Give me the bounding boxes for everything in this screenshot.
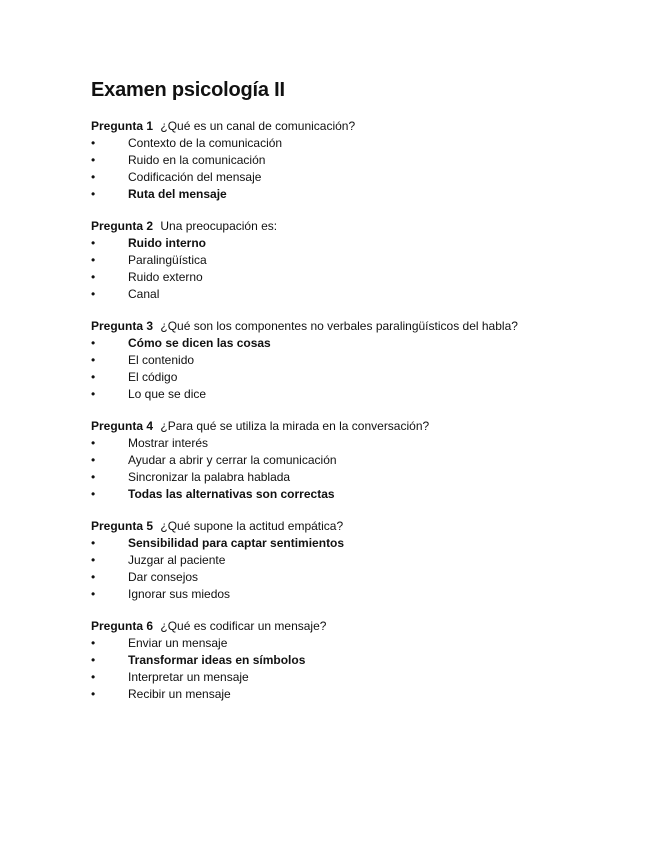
- bullet-icon: •: [91, 553, 96, 567]
- document-page: [91, 76, 631, 718]
- option-list: [91, 435, 631, 503]
- bullet-icon: •: [91, 236, 96, 250]
- option-text: Cómo se dicen las cosas: [128, 336, 271, 350]
- question-text: ¿Qué supone la actitud empática?: [160, 519, 344, 533]
- question-header: [91, 618, 631, 635]
- bullet-icon: •: [91, 687, 96, 701]
- option-text: Contexto de la comunicación: [128, 136, 283, 150]
- option-text: Dar consejos: [128, 570, 199, 584]
- option-text: Sincronizar la palabra hablada: [128, 470, 291, 484]
- option-item: [91, 469, 631, 486]
- option-list: [91, 535, 631, 603]
- question-header: [91, 118, 631, 135]
- option-text: Ruido en la comunicación: [128, 153, 266, 167]
- question-text: ¿Qué son los componentes no verbales paralingüísticos del habla?: [160, 319, 518, 333]
- question-label: Pregunta 3: [91, 319, 154, 333]
- question-label: Pregunta 1: [91, 119, 154, 133]
- question-3: [91, 318, 631, 403]
- question-header: [91, 218, 631, 235]
- option-text: Todas las alternativas son correctas: [128, 487, 335, 501]
- bullet-icon: •: [91, 253, 96, 267]
- bullet-icon: •: [91, 436, 96, 450]
- option-list: [91, 335, 631, 403]
- bullet-icon: •: [91, 353, 96, 367]
- option-text: Interpretar un mensaje: [128, 670, 249, 684]
- question-text: ¿Qué es codificar un mensaje?: [160, 619, 327, 633]
- bullet-icon: •: [91, 336, 96, 350]
- question-2: [91, 218, 631, 303]
- question-header: [91, 418, 631, 435]
- option-item-correct: [91, 486, 631, 503]
- question-label: Pregunta 2: [91, 219, 154, 233]
- question-text: ¿Qué es un canal de comunicación?: [160, 119, 356, 133]
- question-6: [91, 618, 631, 703]
- question-1: [91, 118, 631, 203]
- question-text: Una preocupación es:: [160, 219, 278, 233]
- bullet-icon: •: [91, 187, 96, 201]
- bullet-icon: •: [91, 636, 96, 650]
- option-list: [91, 135, 631, 203]
- question-header: [91, 318, 631, 335]
- option-text: Lo que se dice: [128, 387, 207, 401]
- option-item-correct: [91, 652, 631, 669]
- bullet-icon: •: [91, 470, 96, 484]
- bullet-icon: •: [91, 587, 96, 601]
- bullet-icon: •: [91, 487, 96, 501]
- option-text: Transformar ideas en símbolos: [128, 653, 306, 667]
- question-label: Pregunta 5: [91, 519, 154, 533]
- option-text: Juzgar al paciente: [128, 553, 226, 567]
- bullet-icon: •: [91, 370, 96, 384]
- bullet-icon: •: [91, 453, 96, 467]
- option-text: Ruido externo: [128, 270, 203, 284]
- question-label: Pregunta 4: [91, 419, 154, 433]
- option-item-correct: [91, 535, 631, 552]
- option-list: [91, 635, 631, 703]
- option-item: [91, 586, 631, 603]
- option-list: [91, 235, 631, 303]
- option-item: [91, 552, 631, 569]
- question-5: [91, 518, 631, 603]
- question-text: ¿Para qué se utiliza la mirada en la conversación?: [160, 419, 430, 433]
- bullet-icon: •: [91, 170, 96, 184]
- option-text: Paralingüística: [128, 253, 207, 267]
- bullet-icon: •: [91, 387, 96, 401]
- option-text: Canal: [128, 287, 160, 301]
- option-item: [91, 169, 631, 186]
- option-item: [91, 452, 631, 469]
- option-item: [91, 435, 631, 452]
- option-item: [91, 135, 631, 152]
- option-item: [91, 369, 631, 386]
- bullet-icon: •: [91, 287, 96, 301]
- question-header: [91, 518, 631, 535]
- bullet-icon: •: [91, 653, 96, 667]
- option-text: Codificación del mensaje: [128, 170, 262, 184]
- option-item: [91, 286, 631, 303]
- option-text: Ignorar sus miedos: [128, 587, 231, 601]
- option-text: El código: [128, 370, 178, 384]
- option-text: Ruido interno: [128, 236, 206, 250]
- option-item: [91, 635, 631, 652]
- option-item: [91, 386, 631, 403]
- bullet-icon: •: [91, 536, 96, 550]
- option-text: Sensibilidad para captar sentimientos: [128, 536, 345, 550]
- option-text: Mostrar interés: [128, 436, 209, 450]
- option-item-correct: [91, 335, 631, 352]
- bullet-icon: •: [91, 670, 96, 684]
- option-item: [91, 152, 631, 169]
- page-title: Examen psicología II: [91, 79, 285, 101]
- option-item-correct: [91, 235, 631, 252]
- option-text: Recibir un mensaje: [128, 687, 231, 701]
- bullet-icon: •: [91, 153, 96, 167]
- option-item: [91, 669, 631, 686]
- option-item: [91, 569, 631, 586]
- option-text: Enviar un mensaje: [128, 636, 228, 650]
- bullet-icon: •: [91, 570, 96, 584]
- question-4: [91, 418, 631, 503]
- question-label: Pregunta 6: [91, 619, 154, 633]
- option-text: Ruta del mensaje: [128, 187, 227, 201]
- option-item: [91, 269, 631, 286]
- bullet-icon: •: [91, 136, 96, 150]
- option-item: [91, 686, 631, 703]
- option-item: [91, 252, 631, 269]
- option-item: [91, 352, 631, 369]
- option-text: El contenido: [128, 353, 195, 367]
- option-item-correct: [91, 186, 631, 203]
- bullet-icon: •: [91, 270, 96, 284]
- option-text: Ayudar a abrir y cerrar la comunicación: [128, 453, 337, 467]
